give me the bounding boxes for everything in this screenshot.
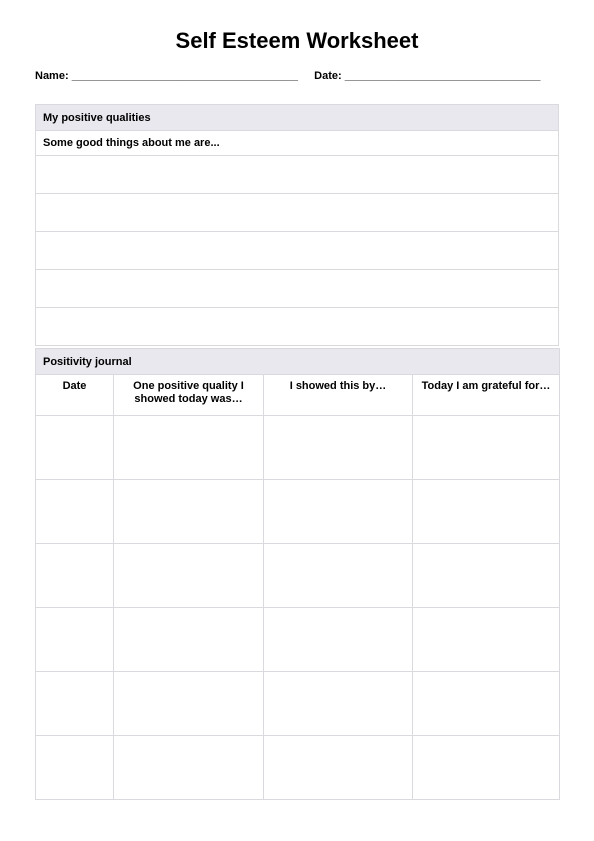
- journal-date-cell[interactable]: [36, 608, 114, 672]
- journal-quality-cell[interactable]: [114, 736, 264, 800]
- journal-entry-row: [36, 672, 560, 736]
- positivity-journal-table: [35, 348, 560, 800]
- quality-entry-row: [36, 232, 559, 270]
- journal-entry-row: [36, 544, 560, 608]
- journal-quality-cell[interactable]: [114, 544, 264, 608]
- quality-entry-row: [36, 156, 559, 194]
- journal-quality-cell[interactable]: [114, 608, 264, 672]
- journal-entry-row: [36, 736, 560, 800]
- column-header-grateful-for: Today I am grateful for…: [413, 375, 560, 416]
- journal-grateful-cell[interactable]: [413, 480, 560, 544]
- column-header-showed-by: I showed this by…: [264, 375, 413, 416]
- journal-quality-cell[interactable]: [114, 416, 264, 480]
- column-header-positive-quality: One positive quality I showed today was…: [114, 375, 264, 416]
- journal-grateful-cell[interactable]: [413, 544, 560, 608]
- quality-entry-row: [36, 270, 559, 308]
- positivity-journal-header: Positivity journal: [36, 349, 560, 375]
- journal-showed-by-cell[interactable]: [264, 736, 413, 800]
- info-line: [35, 70, 565, 82]
- quality-entry-field[interactable]: [36, 156, 559, 194]
- journal-entry-row: [36, 480, 560, 544]
- quality-entry-row: [36, 308, 559, 346]
- journal-quality-cell[interactable]: [114, 480, 264, 544]
- journal-entry-row: [36, 416, 560, 480]
- page-title: Self Esteem Worksheet: [175, 28, 419, 53]
- journal-date-cell[interactable]: [36, 480, 114, 544]
- journal-showed-by-cell[interactable]: [264, 544, 413, 608]
- journal-grateful-cell[interactable]: [413, 416, 560, 480]
- quality-entry-field[interactable]: [36, 308, 559, 346]
- quality-entry-field[interactable]: [36, 194, 559, 232]
- journal-entry-row: [36, 608, 560, 672]
- name-label: Name:: [35, 70, 69, 82]
- good-things-prompt: Some good things about me are...: [36, 131, 559, 156]
- quality-entry-row: [36, 194, 559, 232]
- journal-showed-by-cell[interactable]: [264, 480, 413, 544]
- date-label: Date:: [314, 70, 342, 82]
- quality-entry-field[interactable]: [36, 270, 559, 308]
- name-field-line[interactable]: _____________________________________: [71, 70, 299, 82]
- journal-showed-by-cell[interactable]: [264, 416, 413, 480]
- journal-showed-by-cell[interactable]: [264, 672, 413, 736]
- positive-qualities-table: [35, 104, 559, 346]
- journal-date-cell[interactable]: [36, 672, 114, 736]
- journal-date-cell[interactable]: [36, 416, 114, 480]
- positive-qualities-header: My positive qualities: [36, 105, 559, 131]
- column-header-date: Date: [36, 375, 114, 416]
- journal-grateful-cell[interactable]: [413, 736, 560, 800]
- journal-date-cell[interactable]: [36, 544, 114, 608]
- date-field-line[interactable]: ________________________________: [344, 70, 541, 82]
- journal-date-cell[interactable]: [36, 736, 114, 800]
- journal-grateful-cell[interactable]: [413, 608, 560, 672]
- journal-grateful-cell[interactable]: [413, 672, 560, 736]
- journal-showed-by-cell[interactable]: [264, 608, 413, 672]
- quality-entry-field[interactable]: [36, 232, 559, 270]
- journal-quality-cell[interactable]: [114, 672, 264, 736]
